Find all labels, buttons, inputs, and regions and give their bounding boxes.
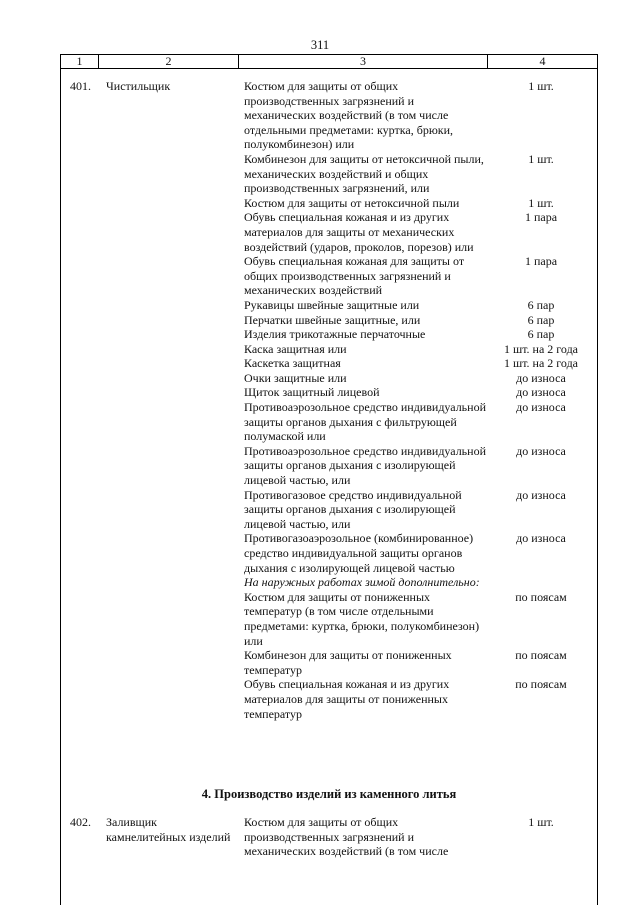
list-item: [244, 210, 558, 254]
item-name: Противоаэрозольное средство индивидуальной защиты органов дыхания с изолирующей лицевой частью, или: [244, 443, 486, 488]
item-name: Противогазовое средство индивидуальной защиты органов дыхания с изолирующей лицевой частью, или: [244, 487, 462, 531]
item-quantity: до износа: [516, 370, 566, 385]
list-item: [244, 443, 566, 488]
item-quantity: 1 шт.: [528, 79, 554, 93]
item-name: Рукавицы швейные защитные или: [244, 297, 420, 312]
list-item: [244, 341, 579, 357]
item-quantity: до износа: [516, 487, 566, 502]
item-quantity: до износа: [516, 443, 566, 458]
entry-number: 402.: [70, 815, 91, 829]
list-item: [244, 356, 579, 371]
table-right-border: [597, 69, 598, 905]
list-item: [244, 648, 567, 677]
list-item: [244, 531, 566, 575]
item-quantity: до износа: [516, 400, 566, 415]
list-item: [244, 385, 566, 400]
item-name: На наружных работах зимой дополнительно:: [244, 575, 480, 590]
item-name: Костюм для защиты от общих производственных загрязнений и механических воздействий (в том числе отдельными предметами: куртка, брюки, полукомбинезон) или: [244, 79, 454, 152]
list-item: [244, 297, 555, 313]
list-item: [244, 254, 558, 298]
item-name: Очки защитные или: [244, 370, 347, 385]
table-header: [60, 54, 598, 69]
item-name: Противогазоаэрозольное (комбинированное) средство индивидуальной защиты органов дыхания с изолирующей лицевой частью: [244, 531, 474, 575]
item-quantity: по поясам: [515, 589, 567, 604]
item-name: Противоаэрозольное средство индивидуальной защиты органов дыхания с фильтрующей полумаской или: [244, 400, 486, 444]
item-name: Комбинезон для защиты от нетоксичной пыли, механических воздействий и общих производственных загрязнений, или: [244, 151, 484, 196]
page-number: 311: [310, 38, 330, 52]
item-name: Обувь специальная кожаная и из других материалов для защиты от пониженных температур: [244, 677, 450, 721]
item-quantity: 1 шт.: [528, 151, 554, 166]
profession-name: Заливщик камнелитейных изделий: [106, 815, 231, 844]
list-item: [244, 370, 566, 386]
items-list: [244, 79, 579, 721]
list-item: [244, 151, 554, 196]
item-name: Обувь специальная кожаная и из других материалов для защиты от механических воздействий (ударов, проколов, порезов) или: [244, 210, 474, 254]
item-name: Костюм для защиты от нетоксичной пыли: [244, 195, 460, 210]
list-item: [244, 312, 555, 328]
items-list: [244, 815, 554, 859]
item-quantity: до износа: [516, 385, 566, 400]
list-item: [244, 195, 554, 211]
item-quantity: 1 шт. на 2 года: [503, 341, 579, 356]
list-item: [244, 487, 566, 532]
item-name: Щиток защитный лицевой: [244, 385, 380, 400]
item-quantity: 1 пара: [524, 254, 558, 269]
table-left-border: [60, 69, 61, 905]
header-col-3: 3: [239, 55, 488, 68]
list-item: [244, 79, 554, 152]
section-title: 4. Производство изделий из каменного литья: [201, 787, 457, 801]
header-col-4: 4: [539, 54, 546, 68]
item-name: Комбинезон для защиты от пониженных температур: [244, 648, 452, 677]
list-item: [244, 589, 567, 648]
item-quantity: 1 пара: [524, 210, 558, 225]
header-col-2: 2: [99, 55, 239, 68]
item-quantity: до износа: [516, 531, 566, 546]
item-name: Костюм для защиты от пониженных температур (в том числе отдельными предметами: куртка, брюки, полукомбинезон) или: [244, 589, 480, 648]
item-quantity: 1 шт. на 2 года: [503, 356, 579, 371]
item-name: Костюм для защиты от общих производственных загрязнений и механических воздействий (в том числе: [244, 815, 449, 859]
item-quantity: 1 шт.: [528, 815, 554, 829]
list-item: [244, 677, 567, 721]
entry-number: 401.: [70, 79, 91, 93]
item-quantity: 1 шт.: [528, 195, 554, 210]
item-name: Перчатки швейные защитные, или: [244, 312, 421, 327]
profession-name: Чистильщик: [106, 79, 171, 93]
list-item: [244, 815, 554, 859]
list-item: [244, 575, 489, 590]
item-quantity: по поясам: [515, 648, 567, 663]
item-quantity: 6 пар: [527, 327, 555, 342]
item-name: Изделия трикотажные перчаточные: [244, 327, 426, 342]
list-item: [244, 327, 555, 342]
item-quantity: по поясам: [515, 677, 567, 692]
list-item: [244, 400, 566, 444]
header-col-1: 1: [61, 55, 99, 68]
item-name: Обувь специальная кожаная для защиты от общих производственных загрязнений и механических воздействий: [244, 254, 465, 298]
item-quantity: 6 пар: [527, 312, 555, 327]
item-name: Каска защитная или: [244, 341, 347, 356]
item-quantity: 6 пар: [527, 297, 555, 312]
item-name: Каскетка защитная: [244, 356, 341, 371]
